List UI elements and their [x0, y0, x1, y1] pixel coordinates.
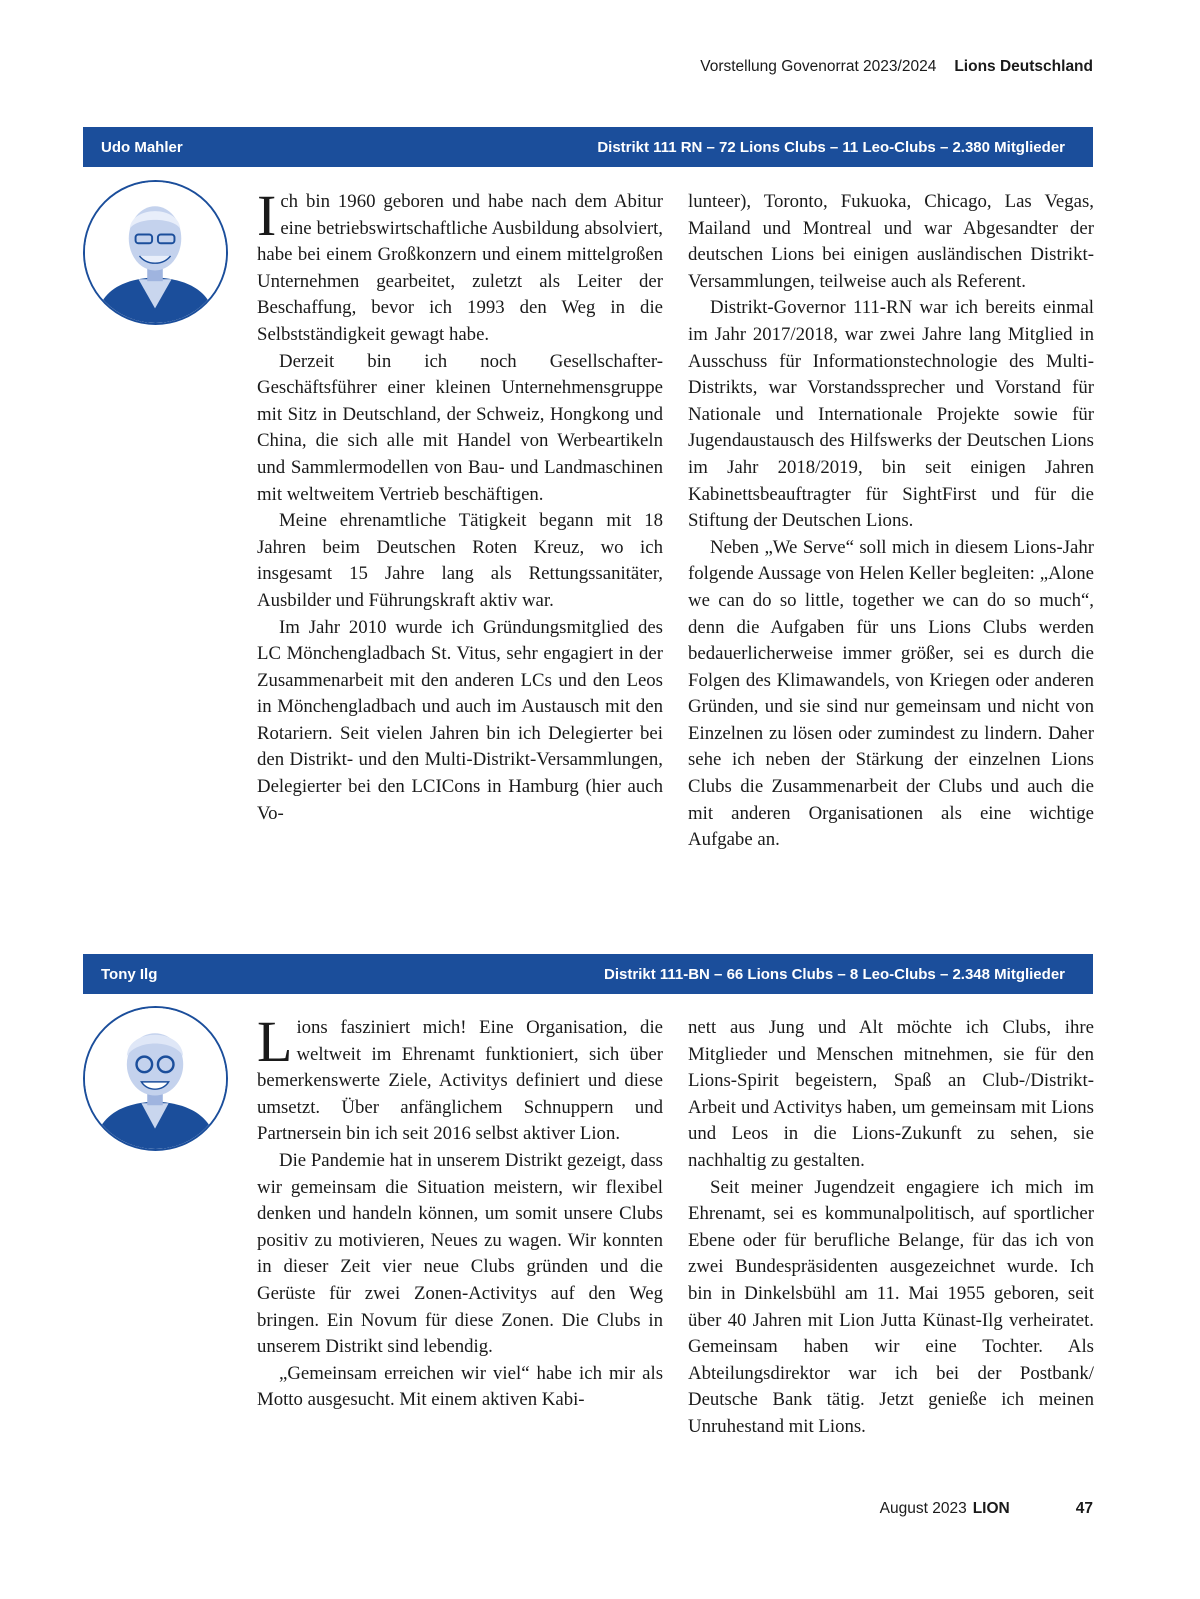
drop-cap: I: [257, 183, 277, 248]
footer-issue: August 2023: [879, 1500, 967, 1517]
person-photo-icon: [85, 182, 226, 323]
text-column-1: [257, 183, 663, 827]
paragraph: Die Pandemie hat in unserem Distrikt gezeigt, dass wir gemeinsam die Situation meistern, wir flexibel denken und handeln können, um somit unsere Clubs positiv zu motivieren, Neues zu wagen. Wir konnten in dieser Zeit vier neue Clubs gründen und die Gerüste für zwei Zonen-Activitys auf den Weg bringen. Ein Novum für diese Zonen. Die Clubs in unserem Distrikt sind lebendig.: [257, 1149, 663, 1358]
paragraph: Seit meiner Jugendzeit engagiere ich mich im Ehrenamt, sei es kommunalpolitisch, auf sportlicher Ebene oder für berufliche Belange, für das ich von zwei Bundespräsidenten ausgezeichnet wurde. Ich bin in Dinkelsbühl am 11. Mai 1955 geboren, seit über 40 Jahren mit Lion Jutta Künast-Ilg verheiratet. Gemeinsam haben wir eine Tochter. Als Abteilungsdirektor war ich bei der Postbank/ Deutsche Bank tätig. Jetzt genieße ich meinen Unruhestand mit Lions.: [688, 1176, 1094, 1437]
footer-magazine: LION: [972, 1500, 1010, 1517]
text-column-3: [257, 1009, 663, 1414]
portrait-udo-mahler: [83, 180, 228, 325]
profile-bar-tony-ilg: [83, 954, 1093, 994]
running-header: [700, 58, 1093, 76]
page-number: 47: [1075, 1500, 1093, 1517]
lead-text: ch bin 1960 geboren und habe nach dem Abitur eine betriebswirtschaftliche Ausbildung absolviert, habe bei einem Großkonzern und einem mittelgroßen Unternehmen gearbeitet, zuletzt als Leiter der Beschaffung, bevor ich 1993 den Weg in die Selbstständigkeit gewagt habe.: [257, 191, 663, 345]
profile-bar-udo-mahler: [83, 127, 1093, 167]
lead-paragraph: [257, 1009, 663, 1148]
drop-cap: L: [257, 1009, 293, 1074]
paragraph: nett aus Jung und Alt möchte ich Clubs, ihre Mitglieder und Menschen mitnehmen, sie für den Lions-Spirit begeistern, Spaß an Club-/Distrikt-Arbeit und Activitys haben, um gemeinsam mit Lions und Leos in die Lions-Zukunft zu sehen, sie nachhaltig zu gestalten.: [688, 1017, 1094, 1171]
district-info: Distrikt 111 RN – 72 Lions Clubs – 11 Leo-Clubs – 2.380 Mitglieder: [597, 138, 1065, 156]
paragraph: Distrikt-Governor 111-RN war ich bereits einmal im Jahr 2017/2018, war zwei Jahre lang Mitglied in Ausschuss für Informationstechnologie des Multi-Distrikts, war Vorstandssprecher und Vorstand für Nationale und Internationale Projekte sowie für Jugendaustausch des Hilfswerks der Deutschen Lions im Jahr 2018/2019, bin seit einigen Jahren Kabinettsbeauftragter für SightFirst und für die Stiftung der Deutschen Lions.: [688, 297, 1094, 532]
profile-name: Tony Ilg: [101, 965, 158, 983]
person-photo-icon: [85, 1008, 226, 1149]
text-column-4: [688, 1015, 1094, 1441]
paragraph: „Gemeinsam erreichen wir viel“ habe ich mir als Motto ausgesucht. Mit einem aktiven Kabi-: [257, 1362, 663, 1411]
running-footer: [880, 1500, 1093, 1518]
header-section: Vorstellung Govenorrat 2023/2024: [700, 58, 937, 75]
paragraph: lunteer), Toronto, Fukuoka, Chicago, Las Vegas, Mailand und Montreal und war Abgesandter der deutschen Lions bei einigen ausländischen Distrikt-Versammlungen, teilweise auch als Referent.: [688, 191, 1094, 292]
header-brand: Lions Deutschland: [954, 58, 1093, 75]
text-column-2: [688, 189, 1094, 854]
lead-paragraph: [257, 183, 663, 349]
paragraph: Meine ehrenamtliche Tätigkeit begann mit 18 Jahren beim Deutschen Roten Kreuz, wo ich insgesamt 15 Jahre lang als Rettungssanitäter, Ausbilder und Führungskraft aktiv war.: [257, 510, 663, 611]
paragraph: Neben „We Serve“ soll mich in diesem Lions-Jahr folgende Aussage von Helen Keller begleiten: „Alone we can do so little, together we can do so much“, denn die Aufgaben für uns Lions Clubs werden bedauerlicherweise immer größer, sei es durch die Folgen des Klimawandels, von Kriegen oder anderen Gründen, und sie sind nur gemeinsam und nicht von Einzelnen zu lösen oder zumindest zu lindern. Daher sehe ich neben der Stärkung der einzelnen Lions Clubs die Zusammenarbeit der Clubs und auch die mit anderen Organisationen als eine wichtige Aufgabe an.: [688, 536, 1094, 851]
profile-name: Udo Mahler: [101, 138, 183, 156]
paragraph: Im Jahr 2010 wurde ich Gründungsmitglied des LC Mönchengladbach St. Vitus, sehr engagiert in der Zusammenarbeit mit den anderen LCs und den Leos in Mönchengladbach und auch im Austausch mit den Rotariern. Seit vielen Jahren bin ich Delegierter bei den Distrikt- und den Multi-Distrikt-Versammlungen, Delegierter bei den LCICons in Hamburg (hier auch Vo-: [257, 616, 663, 824]
district-info: Distrikt 111-BN – 66 Lions Clubs – 8 Leo-Clubs – 2.348 Mitglieder: [604, 965, 1065, 983]
paragraph: Derzeit bin ich noch Gesellschafter-Geschäftsführer einer kleinen Unternehmensgruppe mit Sitz in Deutschland, der Schweiz, Hongkong und China, die sich alle mit Handel von Werbeartikeln und Sammlermodellen von Bau- und Landmaschinen mit weltweitem Vertrieb beschäftigen.: [257, 350, 663, 505]
lead-text: ions fasziniert mich! Eine Organisation, die weltweit im Ehrenamt funktioniert, sich über bemerkenswerte Ziele, Activitys definiert und diese umsetzt. Über anfänglichem Schnuppern und Partnersein bin ich seit 2016 selbst aktiver Lion.: [257, 1017, 663, 1145]
portrait-tony-ilg: [83, 1006, 228, 1151]
